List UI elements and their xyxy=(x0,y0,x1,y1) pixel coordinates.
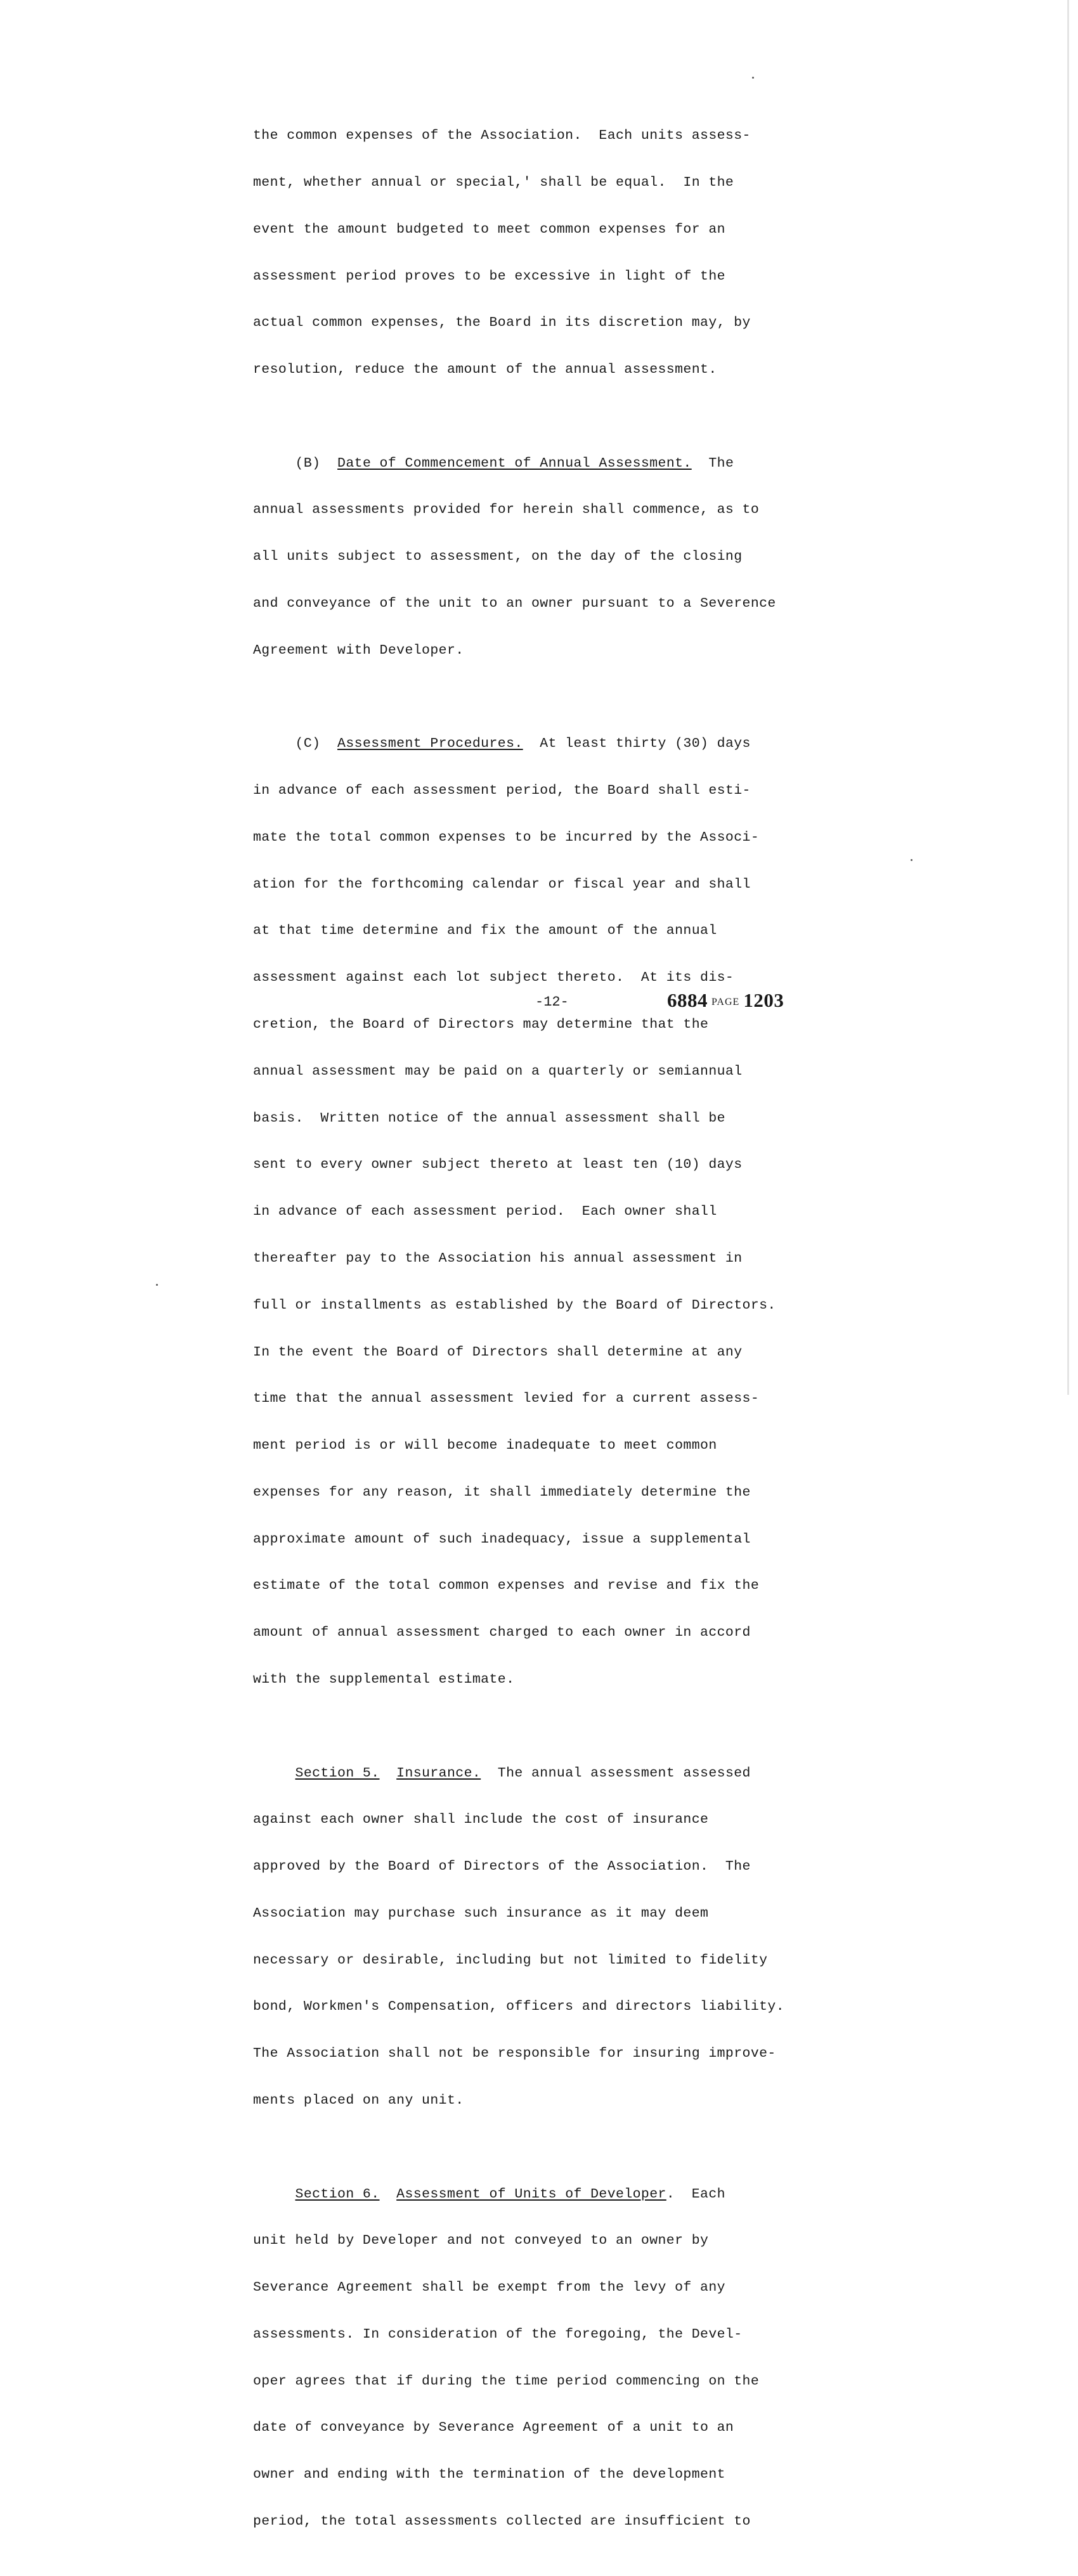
section-number: Section 6. xyxy=(295,2186,380,2202)
text-run xyxy=(380,1766,397,1781)
text-line: ment period is or will become inadequate to meet common xyxy=(253,1438,717,1454)
text-line: ment, whether annual or special,' shall be equal. In the xyxy=(253,174,734,190)
paragraph-assessment-procedures xyxy=(253,705,843,1719)
text-line: the common expenses of the Association. Each units assess- xyxy=(253,128,751,144)
text-line: thereafter pay to the Association his annual assessment in xyxy=(253,1250,743,1266)
text-line: bond, Workmen's Compensation, officers and directors liability. xyxy=(253,1999,785,2015)
scan-speck xyxy=(911,859,912,861)
text-line: approximate amount of such inadequacy, issue a supplemental xyxy=(253,1531,751,1547)
paragraph-lead: (C) xyxy=(253,736,338,752)
text-line: necessary or desirable, including but not limited to fidelity xyxy=(253,1952,768,1968)
text-line: mate the total common expenses to be incurred by the Associ- xyxy=(253,829,760,845)
section-heading: Date of Commencement of Annual Assessment. xyxy=(337,455,692,471)
text-line: oper agrees that if during the time period commencing on the xyxy=(253,2373,760,2389)
text-run: At least thirty (30) days xyxy=(523,736,751,752)
text-line: all units subject to assessment, on the day of the closing xyxy=(253,549,743,565)
text-line: basis. Written notice of the annual assessment shall be xyxy=(253,1110,725,1126)
text-run: The xyxy=(691,455,734,471)
text-line: ation for the forthcoming calendar or fiscal year and shall xyxy=(253,876,751,892)
text-line xyxy=(253,736,843,752)
paragraph-section-6-assessment-of-units xyxy=(253,2155,843,2560)
text-line: assessment against each lot subject thereto. At its dis- xyxy=(253,970,734,986)
text-line: owner and ending with the termination of the development xyxy=(253,2467,725,2483)
text-line: at that time determine and fix the amount of the annual xyxy=(253,923,717,939)
text-line: cretion, the Board of Directors may determine that the xyxy=(253,1017,709,1033)
section-number: Section 5. xyxy=(295,1765,380,1781)
text-line: full or installments as established by the Board of Directors. xyxy=(253,1297,776,1313)
text-line: with the supplemental estimate. xyxy=(253,1671,515,1687)
text-line: In the event the Board of Directors shall determine at any xyxy=(253,1344,743,1360)
text-line: Association may purchase such insurance as it may deem xyxy=(253,1905,709,1921)
text-line xyxy=(253,456,843,472)
paragraph-lead: (B) xyxy=(253,455,338,471)
text-line: event the amount budgeted to meet common expenses for an xyxy=(253,221,725,237)
text-line: amount of annual assessment charged to each owner in accord xyxy=(253,1625,751,1641)
text-line: time that the annual assessment levied for a current assess- xyxy=(253,1391,760,1407)
text-line: in advance of each assessment period, the Board shall esti- xyxy=(253,783,751,799)
text-line: actual common expenses, the Board in its discretion may, by xyxy=(253,315,751,331)
scan-edge-shadow xyxy=(1067,0,1069,1395)
text-run: The annual assessment assessed xyxy=(481,1765,751,1781)
text-line: unit held by Developer and not conveyed to an owner by xyxy=(253,2233,709,2249)
text-line: ments placed on any unit. xyxy=(253,2093,464,2108)
paragraph-section-5-insurance xyxy=(253,1734,843,2139)
text-line: in advance of each assessment period. Each owner shall xyxy=(253,1204,717,1220)
page-number: -12- xyxy=(535,994,569,1010)
text-line: expenses for any reason, it shall immediately determine the xyxy=(253,1484,751,1500)
text-line: Agreement with Developer. xyxy=(253,642,464,658)
text-line: resolution, reduce the amount of the annual assessment. xyxy=(253,362,717,378)
paragraph-date-of-commencement xyxy=(253,424,843,689)
stamp-page-number: 1203 xyxy=(743,989,784,1011)
text-run xyxy=(380,2187,397,2202)
text-line: against each owner shall include the cost of insurance xyxy=(253,1812,709,1828)
text-line: estimate of the total common expenses and revise and fix the xyxy=(253,1578,760,1594)
text-line: annual assessments provided for herein shall commence, as to xyxy=(253,502,760,518)
section-heading: Assessment of Units of Developer xyxy=(396,2186,666,2202)
text-line: annual assessment may be paid on a quarterly or semiannual xyxy=(253,1063,743,1079)
section-heading: Insurance. xyxy=(396,1765,481,1781)
text-line: assessments. In consideration of the foregoing, the Devel- xyxy=(253,2326,743,2342)
text-line: period, the total assessments collected are insufficient to xyxy=(253,2514,751,2530)
paragraph-lead xyxy=(253,1766,295,1781)
text-line: and conveyance of the unit to an owner pursuant to a Severence xyxy=(253,596,776,611)
text-line: Severance Agreement shall be exempt from the levy of any xyxy=(253,2280,725,2296)
scan-speck xyxy=(156,1284,158,1286)
text-run: . Each xyxy=(666,2186,725,2202)
stamp-page-label: PAGE xyxy=(711,996,740,1007)
section-heading: Assessment Procedures. xyxy=(337,736,523,752)
text-line: approved by the Board of Directors of the Association. The xyxy=(253,1859,751,1875)
stamp-book-number: 6884 xyxy=(667,989,708,1011)
text-line xyxy=(253,1766,843,1782)
scan-speck xyxy=(752,77,754,79)
text-line: assessment period proves to be excessive in light of the xyxy=(253,268,725,284)
text-line xyxy=(253,2187,843,2203)
paragraph-common-expenses xyxy=(253,97,843,409)
recording-stamp xyxy=(667,989,784,1012)
text-line: date of conveyance by Severance Agreement of a unit to an xyxy=(253,2420,734,2436)
paragraph-lead xyxy=(253,2187,295,2202)
text-line: sent to every owner subject thereto at least ten (10) days xyxy=(253,1157,743,1173)
text-line: The Association shall not be responsible for insuring improve- xyxy=(253,2046,776,2062)
document-body xyxy=(253,97,843,2576)
